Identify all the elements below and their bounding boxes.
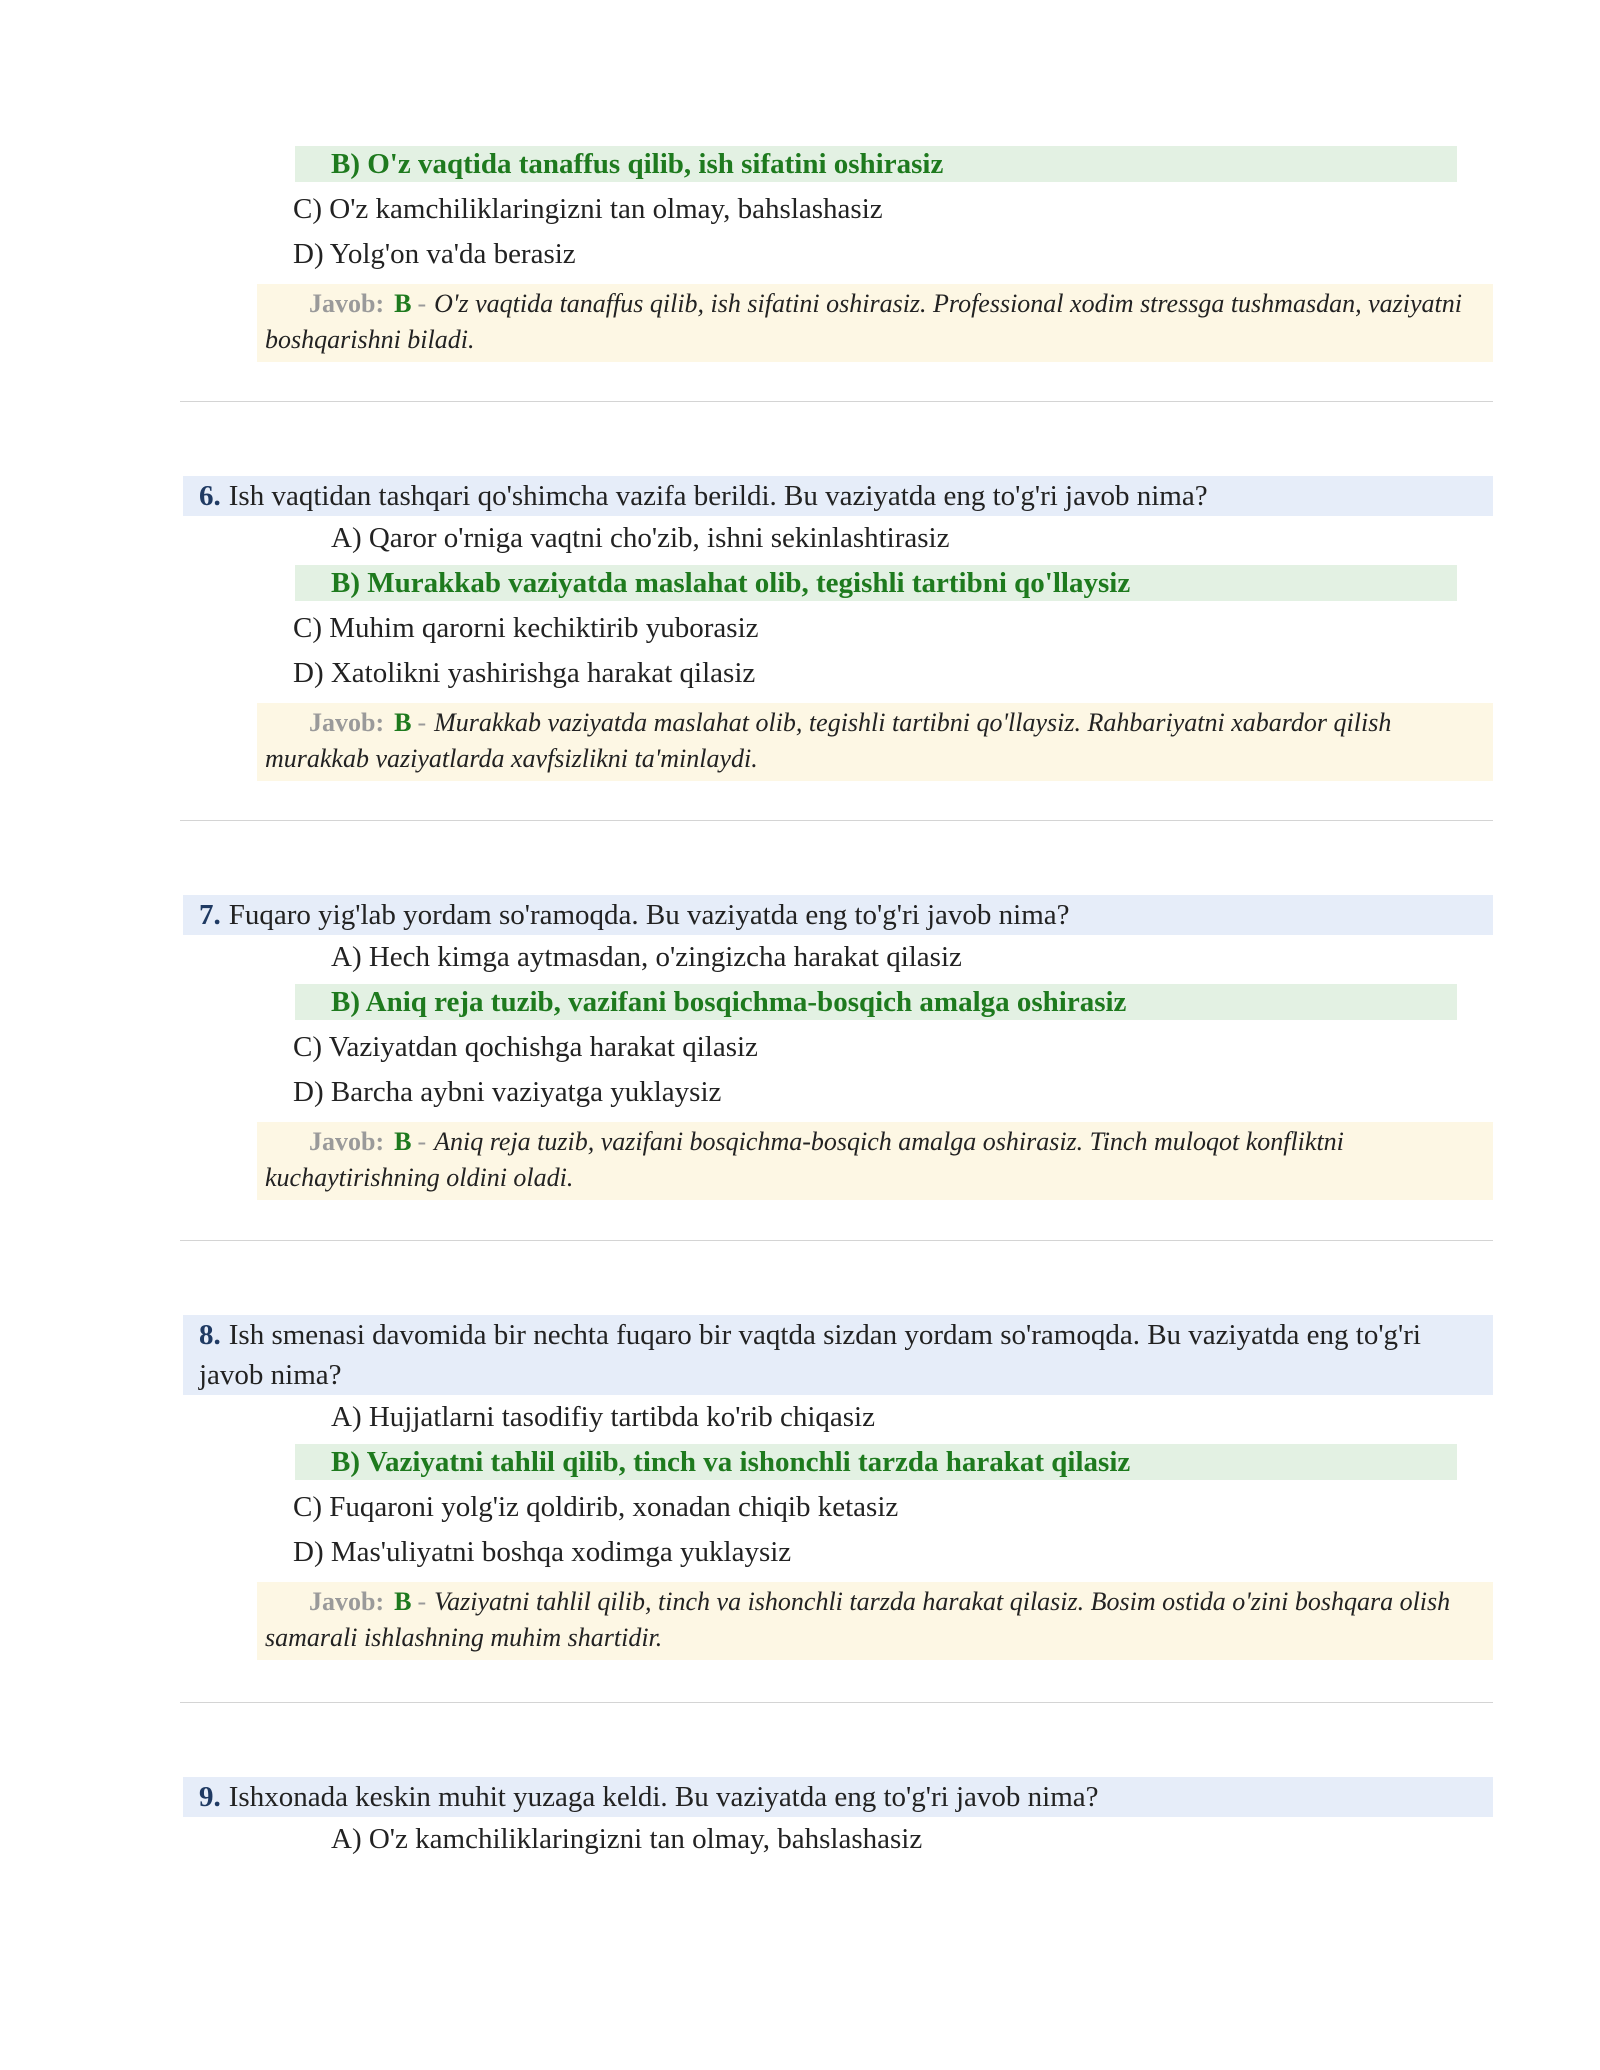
- question-text: Ish vaqtidan tashqari qo'shimcha vazifa berildi. Bu vaziyatda eng to'g'ri javob nima?: [228, 480, 1208, 512]
- question-text-box: [183, 895, 1493, 935]
- option-d: D) Xatolikni yashirishga harakat qilasiz: [293, 657, 756, 689]
- question-7: [183, 895, 1493, 1200]
- answer-box: [257, 1122, 1493, 1200]
- answer-letter: B: [394, 708, 412, 737]
- answer-box: [257, 284, 1493, 362]
- question-number: 8.: [199, 1319, 221, 1351]
- option-correct: B) Aniq reja tuzib, vazifani bosqichma-bosqich amalga oshirasiz: [295, 984, 1457, 1020]
- answer-box: [257, 1582, 1493, 1660]
- question-text-box: [183, 1315, 1493, 1395]
- option-c: C) Muhim qarorni kechiktirib yuborasiz: [293, 612, 759, 644]
- answer-label: Javob:: [309, 708, 385, 737]
- option-c: C) Vaziyatdan qochishga harakat qilasiz: [293, 1031, 758, 1063]
- question-text-box: [183, 1777, 1493, 1817]
- question-number: 7.: [199, 899, 221, 931]
- answer-letter: B: [394, 1587, 412, 1616]
- option-a: A) O'z kamchiliklaringizni tan olmay, bahslashasiz: [331, 1823, 923, 1855]
- question-number: 6.: [199, 480, 221, 512]
- question-text: Ishxonada keskin muhit yuzaga keldi. Bu vaziyatda eng to'g'ri javob nima?: [228, 1781, 1099, 1813]
- question-5-tail: [183, 146, 1493, 362]
- option-a: A) Hujjatlarni tasodifiy tartibda ko'rib chiqasiz: [331, 1401, 875, 1433]
- option-correct: B) O'z vaqtida tanaffus qilib, ish sifatini oshirasiz: [295, 146, 1457, 182]
- divider: [180, 1702, 1493, 1703]
- option-c: C) Fuqaroni yolg'iz qoldirib, xonadan chiqib ketasiz: [293, 1491, 899, 1523]
- option-a: A) Hech kimga aytmasdan, o'zingizcha harakat qilasiz: [331, 941, 962, 973]
- answer-explanation: Aniq reja tuzib, vazifani bosqichma-bosqich amalga oshirasiz. Tinch muloqot konfliktni kuchaytirishning oldini oladi.: [265, 1127, 1344, 1192]
- answer-dash: -: [417, 1127, 427, 1156]
- answer-explanation: Murakkab vaziyatda maslahat olib, tegishli tartibni qo'llaysiz. Rahbariyatni xabardor qilish murakkab vaziyatlarda xavfsizlikni ta'minlaydi.: [265, 708, 1392, 773]
- divider: [180, 820, 1493, 821]
- answer-explanation: O'z vaqtida tanaffus qilib, ish sifatini oshirasiz. Professional xodim stressga tushmasdan, vaziyatni boshqarishni biladi.: [265, 289, 1462, 354]
- option-d: D) Barcha aybni vaziyatga yuklaysiz: [293, 1076, 722, 1108]
- answer-dash: -: [417, 1587, 427, 1616]
- option-correct: B) Murakkab vaziyatda maslahat olib, tegishli tartibni qo'llaysiz: [295, 565, 1457, 601]
- question-text-box: [183, 476, 1493, 516]
- answer-dash: -: [417, 289, 427, 318]
- question-text: Ish smenasi davomida bir nechta fuqaro bir vaqtda sizdan yordam so'ramoqda. Bu vaziyatda eng to'g'ri javob nima?: [199, 1319, 1421, 1391]
- divider: [180, 401, 1493, 402]
- option-correct: B) Vaziyatni tahlil qilib, tinch va ishonchli tarzda harakat qilasiz: [295, 1444, 1457, 1480]
- question-6: [183, 476, 1493, 781]
- answer-label: Javob:: [309, 1587, 385, 1616]
- answer-explanation: Vaziyatni tahlil qilib, tinch va ishonchli tarzda harakat qilasiz. Bosim ostida o'zini boshqara olish samarali ishlashning muhim shartidir.: [265, 1587, 1451, 1652]
- option-d: D) Mas'uliyatni boshqa xodimga yuklaysiz: [293, 1536, 792, 1568]
- answer-letter: B: [394, 1127, 412, 1156]
- option-c: C) O'z kamchiliklaringizni tan olmay, bahslashasiz: [293, 193, 883, 225]
- question-9: [183, 1777, 1493, 1857]
- question-number: 9.: [199, 1781, 221, 1813]
- answer-box: [257, 703, 1493, 781]
- answer-label: Javob:: [309, 1127, 385, 1156]
- question-8: [183, 1315, 1493, 1660]
- divider: [180, 1240, 1493, 1241]
- option-a: A) Qaror o'rniga vaqtni cho'zib, ishni sekinlashtirasiz: [331, 522, 950, 554]
- option-d: D) Yolg'on va'da berasiz: [293, 238, 576, 270]
- answer-label: Javob:: [309, 289, 385, 318]
- answer-dash: -: [417, 708, 427, 737]
- answer-letter: B: [394, 289, 412, 318]
- question-text: Fuqaro yig'lab yordam so'ramoqda. Bu vaziyatda eng to'g'ri javob nima?: [228, 899, 1070, 931]
